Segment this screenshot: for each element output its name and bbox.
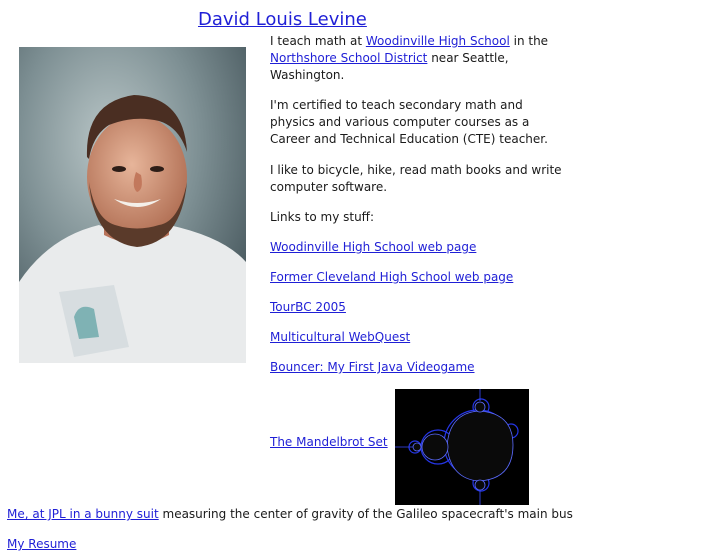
- link-woodinville-web-page[interactable]: Woodinville High School web page: [270, 240, 477, 254]
- jpl-line: [7, 506, 573, 523]
- northshore-school-district-link[interactable]: Northshore School District: [270, 51, 428, 65]
- page-title-link[interactable]: David Louis Levine: [198, 9, 367, 30]
- link-mandelbrot-set[interactable]: The Mandelbrot Set: [270, 435, 388, 449]
- link-bouncer-videogame[interactable]: Bouncer: My First Java Videogame: [270, 360, 475, 374]
- portrait-photo: [19, 47, 246, 363]
- intro-text: near Seattle, Washington.: [270, 51, 509, 82]
- intro-paragraph-3: I like to bicycle, hike, read math books and write computer software.: [270, 163, 562, 194]
- intro-paragraph-1: [270, 33, 570, 84]
- intro-text: in the: [509, 34, 549, 48]
- jpl-description: measuring the center of gravity of the Galileo spacecraft's main bus: [158, 507, 573, 521]
- jpl-bunny-suit-link[interactable]: Me, at JPL in a bunny suit: [7, 507, 159, 521]
- woodinville-high-school-link[interactable]: Woodinville High School: [365, 34, 510, 48]
- portrait-illustration: [19, 47, 246, 363]
- intro-paragraph-2: I'm certified to teach secondary math and physics and various computer courses as a Career and Technical Education (CTE) teacher.: [270, 98, 548, 146]
- resume-link[interactable]: My Resume: [7, 537, 77, 551]
- mandelbrot-image[interactable]: [395, 389, 529, 505]
- link-tourbc-2005[interactable]: TourBC 2005: [270, 300, 346, 314]
- link-multicultural-webquest[interactable]: Multicultural WebQuest: [270, 330, 411, 344]
- link-cleveland-web-page[interactable]: Former Cleveland High School web page: [270, 270, 514, 284]
- mandelbrot-illustration: [395, 389, 529, 505]
- links-heading: Links to my stuff:: [270, 210, 374, 224]
- intro-text: I teach math at: [270, 34, 366, 48]
